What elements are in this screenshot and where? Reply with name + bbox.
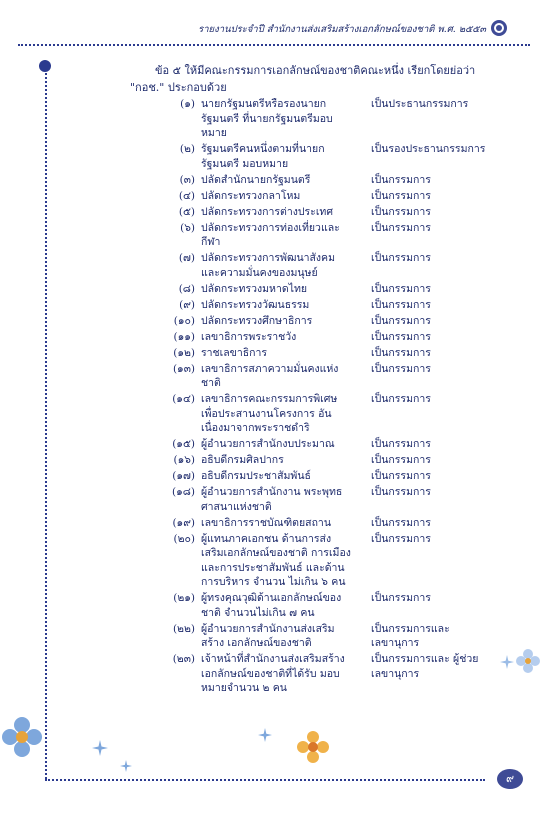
member-name: อธิบดีกรมศิลปากร <box>201 454 284 466</box>
member-name: เลขาธิการสภาความมั่นคงแห่งชาติ <box>201 362 339 389</box>
member-number: (๑๒) <box>173 346 195 359</box>
sparkle-icon <box>92 740 108 756</box>
member-row <box>150 205 490 220</box>
member-row <box>150 469 490 484</box>
member-name: ผู้อำนวยการสำนักงาน พระพุทธศาสนาแห่งชาติ <box>201 486 343 513</box>
member-role: เป็นกรรมการ <box>371 438 431 450</box>
member-role: เป็นกรรมการ <box>371 393 431 405</box>
member-row <box>150 298 490 313</box>
member-role: เป็นกรรมการ <box>371 592 431 604</box>
header-title: รายงานประจำปี สำนักงานส่งเสริมสร้างเอกลักษณ์ของชาติ พ.ศ. ๒๕๕๓ <box>198 24 486 35</box>
member-name: รัฐมนตรีคนหนึ่งตามที่นายกรัฐมนตรี มอบหมาย <box>201 143 325 170</box>
intro-line-1: ข้อ ๕ ให้มีคณะกรรมการเอกลักษณ์ของชาติคณะหนึ่ง เรียกโดยย่อว่า <box>155 64 476 77</box>
member-row <box>150 97 490 141</box>
member-row <box>150 330 490 345</box>
member-role: เป็นกรรมการ <box>371 298 431 311</box>
member-role: เป็นกรรมการ <box>371 221 431 234</box>
member-row <box>150 437 490 452</box>
page-header <box>198 20 508 40</box>
member-number: (๑๙) <box>172 516 195 529</box>
member-role: เป็นกรรมการ <box>371 454 431 466</box>
member-name: ปลัดกระทรวงการต่างประเทศ <box>201 205 333 218</box>
member-row <box>150 314 490 329</box>
member-row <box>150 173 490 188</box>
member-row <box>150 516 490 531</box>
intro-line-2: "กอช." ประกอบด้วย <box>130 81 227 94</box>
member-number: (๖) <box>180 221 195 234</box>
member-name: เลขาธิการคณะกรรมการพิเศษ เพื่อประสานงานโครงการ อันเนื่องมาจากพระราชดำริ <box>201 393 338 434</box>
member-name: ผู้แทนภาคเอกชน ด้านการส่งเสริมเอกลักษณ์ของชาติ การเมืองและการประชาสัมพันธ์ และด้านการบริหาร จำนวน ไม่เกิน ๖ คน <box>201 532 351 588</box>
member-number: (๕) <box>178 205 195 218</box>
member-number: (๓) <box>179 173 195 186</box>
flower-decoration-icon <box>296 730 330 764</box>
member-name: เลขาธิการราชบัณฑิตยสถาน <box>201 516 331 529</box>
sparkle-icon <box>120 760 132 772</box>
member-role: เป็นรองประธานกรรมการ <box>371 143 486 155</box>
member-name: ผู้ทรงคุณวุฒิด้านเอกลักษณ์ของชาติ จำนวนไม่เกิน ๗ คน <box>201 592 342 619</box>
member-number: (๒๒) <box>172 622 195 635</box>
member-name: ปลัดกระทรวงวัฒนธรรม <box>201 298 310 311</box>
member-role: เป็นกรรมการ <box>371 346 431 359</box>
member-number: (๙) <box>179 298 195 311</box>
member-number: (๑๓) <box>172 362 195 375</box>
member-row <box>150 221 490 250</box>
member-row <box>150 346 490 361</box>
flower-decoration-icon <box>515 648 541 674</box>
member-row <box>150 189 490 204</box>
border-left <box>45 66 47 779</box>
member-name: ปลัดกระทรวงการท่องเที่ยวและกีฬา <box>201 221 340 248</box>
emblem-icon <box>490 16 508 40</box>
member-role: เป็นกรรมการ <box>371 330 431 343</box>
member-row <box>150 392 490 436</box>
member-role: เป็นประธานกรรมการ <box>371 98 469 110</box>
page-number: ๙ <box>497 769 523 789</box>
member-role: เป็นกรรมการ <box>371 516 431 529</box>
member-name: นายกรัฐมนตรีหรือรองนายกรัฐมนตรี ที่นายกรัฐมนตรีมอบหมาย <box>201 98 333 139</box>
member-role: เป็นกรรมการ <box>371 362 431 375</box>
member-row <box>150 532 490 590</box>
member-number: (๑๘) <box>172 486 195 498</box>
member-row <box>150 652 490 696</box>
member-number: (๔) <box>178 189 195 202</box>
member-name: ปลัดสำนักนายกรัฐมนตรี <box>201 173 311 186</box>
member-name: เลขาธิการพระราชวัง <box>201 330 297 343</box>
member-name: เจ้าหน้าที่สำนักงานส่งเสริมสร้าง เอกลักษณ์ของชาติที่ได้รับ มอบหมายจำนวน ๒ คน <box>201 653 345 694</box>
member-number: (๑๑) <box>173 330 195 343</box>
member-role: เป็นกรรมการ <box>371 486 431 498</box>
member-name: อธิบดีกรมประชาสัมพันธ์ <box>201 470 311 482</box>
members-list <box>150 97 490 697</box>
member-role: เป็นกรรมการและเลขานุการ <box>371 622 450 649</box>
member-role: เป็นกรรมการ <box>371 252 431 264</box>
member-row <box>150 362 490 391</box>
member-role: เป็นกรรมการ <box>371 282 431 295</box>
member-row <box>150 453 490 468</box>
member-role: เป็นกรรมการ <box>371 189 431 202</box>
member-role: เป็นกรรมการ <box>371 470 431 482</box>
member-number: (๒๓) <box>172 653 195 665</box>
member-row <box>150 591 490 620</box>
member-role: เป็นกรรมการ <box>371 205 431 218</box>
member-name: ปลัดกระทรวงการพัฒนาสังคม และความมั่นคงของมนุษย์ <box>201 252 335 279</box>
member-number: (๑๔) <box>172 393 195 405</box>
member-number: (๑๗) <box>172 470 195 482</box>
member-role: เป็นกรรมการ <box>371 314 431 327</box>
border-top <box>18 44 530 46</box>
member-row <box>150 485 490 514</box>
member-name: ปลัดกระทรวงศึกษาธิการ <box>201 314 313 327</box>
member-row <box>150 282 490 297</box>
sparkle-icon <box>500 655 514 669</box>
member-row <box>150 622 490 651</box>
member-number: (๒๐) <box>173 532 195 545</box>
member-number: (๑) <box>180 98 195 110</box>
member-number: (๒) <box>179 143 195 155</box>
member-number: (๗) <box>178 252 195 264</box>
flower-decoration-icon <box>0 715 44 759</box>
member-number: (๑๕) <box>172 438 195 450</box>
member-name: ราชเลขาธิการ <box>201 346 268 359</box>
border-bottom <box>45 779 485 781</box>
member-number: (๑๖) <box>173 454 195 466</box>
member-name: ผู้อำนวยการสำนักงบประมาณ <box>201 438 335 450</box>
member-role: เป็นกรรมการและ ผู้ช่วยเลขานุการ <box>371 653 479 680</box>
member-number: (๒๑) <box>173 592 195 604</box>
member-name: ปลัดกระทรวงมหาดไทย <box>201 282 308 295</box>
member-row <box>150 142 490 171</box>
member-row <box>150 251 490 280</box>
member-role: เป็นกรรมการ <box>371 173 431 186</box>
member-number: (๑๐) <box>173 314 195 327</box>
member-role: เป็นกรรมการ <box>371 532 431 545</box>
sparkle-icon <box>258 728 272 742</box>
member-number: (๘) <box>178 282 195 295</box>
member-name: ปลัดกระทรวงกลาโหม <box>201 189 301 202</box>
member-name: ผู้อำนวยการสำนักงานส่งเสริมสร้าง เอกลักษณ์ของชาติ <box>201 622 335 649</box>
